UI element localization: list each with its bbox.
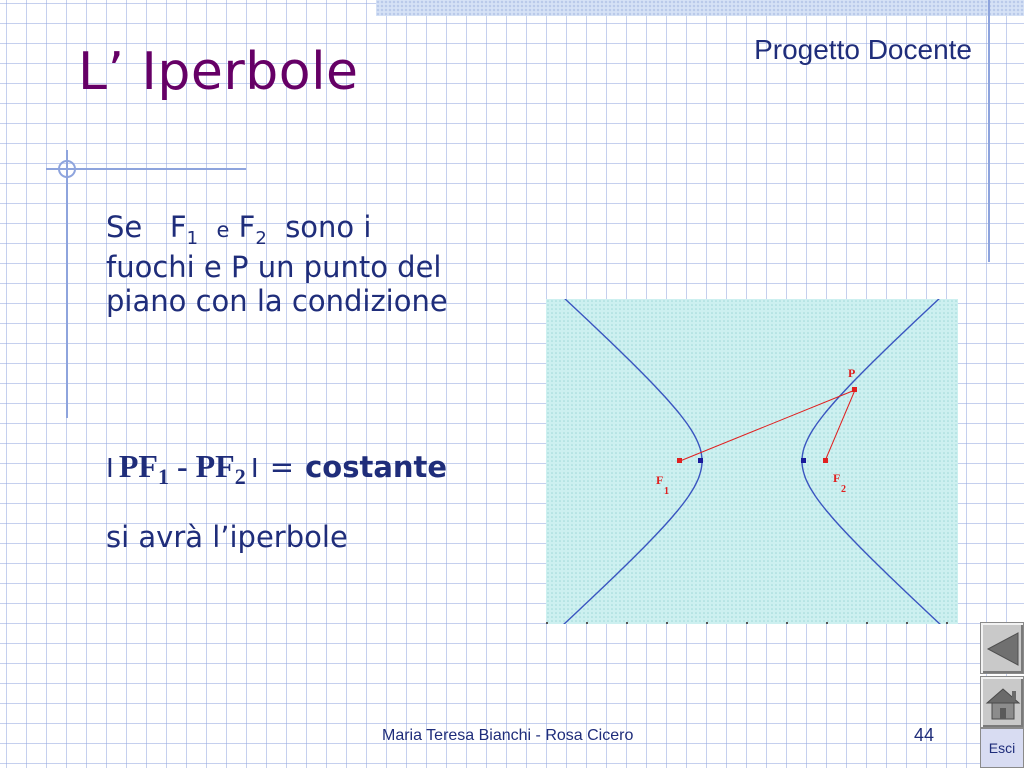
intro-e: e	[216, 218, 230, 242]
intro-f1-subscript: 1	[186, 228, 199, 249]
formula-pf1	[118, 448, 169, 489]
focus-f2-marker	[823, 458, 828, 463]
label-f2: F	[833, 471, 841, 485]
left-vertical-rule	[66, 150, 68, 418]
label-f2-subscript: 2	[841, 484, 846, 495]
abs-bar-close: I	[250, 452, 259, 483]
conclusion-text: si avrà l’iperbole	[106, 520, 348, 554]
exit-button[interactable]: Esci	[980, 728, 1024, 768]
project-label: Progetto Docente	[754, 34, 972, 65]
top-right-vertical-rule	[988, 0, 990, 262]
hyperbola-figure	[546, 299, 958, 624]
label-p: P	[848, 366, 856, 380]
abs-bar-open: I	[106, 452, 114, 483]
vertex-right-marker	[801, 458, 806, 463]
vertex-left-marker	[698, 458, 703, 463]
figure-background	[546, 299, 958, 624]
label-f1-subscript: 1	[664, 486, 669, 497]
rule-crosshair-ring	[56, 158, 78, 180]
home-icon	[981, 677, 1024, 729]
focus-f1-marker	[677, 458, 682, 463]
intro-line-1	[106, 210, 556, 250]
formula-minus: -	[168, 448, 196, 484]
formula-pf1-text: PF	[118, 448, 158, 484]
intro-f1: F	[169, 210, 187, 244]
label-f1: F	[656, 473, 664, 487]
intro-se: Se	[106, 210, 143, 244]
formula-pf1-subscript: 1	[157, 464, 169, 489]
formula-pf2-subscript: 2	[234, 464, 246, 489]
intro-f2-subscript: 2	[255, 228, 267, 249]
intro-f2: F	[238, 210, 256, 244]
triangle-left-icon	[981, 623, 1024, 675]
formula-pf2-text: PF	[195, 448, 235, 484]
formula-pf2	[195, 448, 246, 489]
top-decor-band	[376, 0, 1024, 16]
home-button[interactable]	[980, 676, 1024, 728]
formula-constant: costante	[305, 450, 448, 484]
intro-line-3: piano con la condizione	[106, 284, 448, 319]
footer-author: Maria Teresa Bianchi - Rosa Cicero	[382, 727, 634, 744]
formula-equals: =	[269, 450, 294, 484]
difference-formula	[106, 448, 447, 490]
page-number: 44	[914, 725, 935, 745]
page-title: L’ Iperbole	[78, 42, 359, 102]
intro-sono-i: sono i	[285, 210, 372, 244]
back-button[interactable]	[980, 622, 1024, 674]
intro-paragraph	[106, 210, 556, 319]
intro-line-2: fuochi e P un punto del	[106, 249, 442, 284]
point-p-marker	[852, 387, 857, 392]
